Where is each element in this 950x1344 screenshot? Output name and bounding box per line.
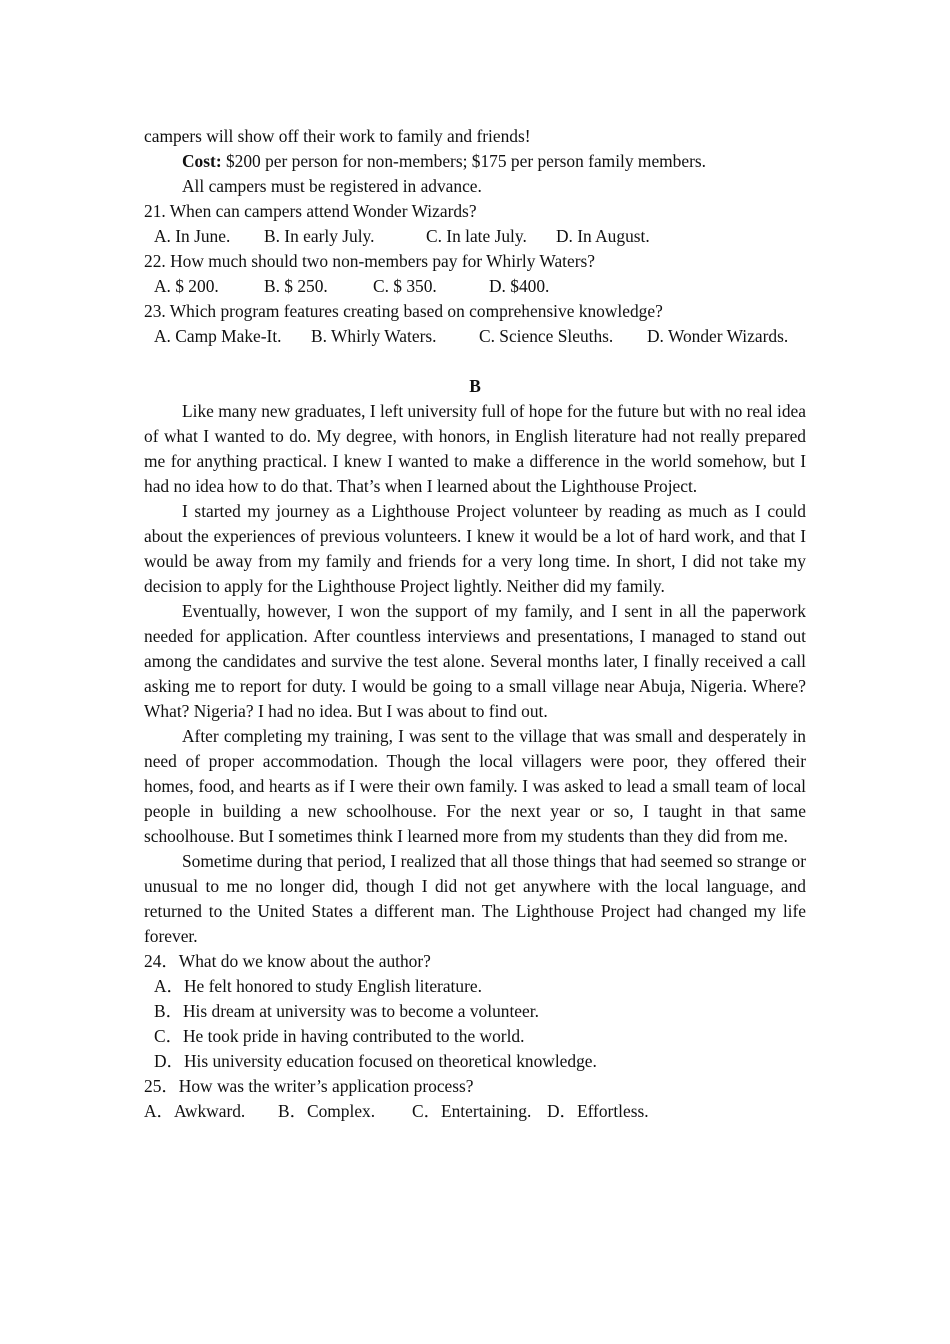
options-23 [144, 324, 806, 349]
cost-label: Cost: [182, 151, 222, 171]
option-a: A. $ 200. [154, 276, 219, 296]
option-a: A. In June. [154, 226, 231, 246]
spacer [144, 349, 806, 374]
options-22 [144, 274, 806, 299]
paragraph-5: Sometime during that period, I realized that all those things that had seemed so strange or unusual to me no longer did, though I did not get anywhere with the local language, and returned to the United States a different man. The Lighthouse Project had changed my life forever. [144, 851, 806, 946]
option-b: B. Whirly Waters. [311, 326, 437, 346]
option-c: C. Science Sleuths. [479, 326, 614, 346]
option-24-c: C．He took pride in having contributed to the world. [154, 1026, 525, 1046]
option-d: D. Wonder Wizards. [647, 326, 789, 346]
question-24: 24．What do we know about the author? [144, 951, 431, 971]
option-c: C．Entertaining. [412, 1101, 532, 1121]
cost-line [144, 149, 806, 174]
option-b: B．Complex. [278, 1101, 376, 1121]
option-a: A. Camp Make-It. [154, 326, 282, 346]
paragraph-2: I started my journey as a Lighthouse Project volunteer by reading as much as I could about the experiences of previous volunteers. I knew it would be a lot of hard work, and that I would be away from my family and friends for a very long time. In short, I did not take my decision to apply for the Lighthouse Project lightly. Neither did my family. [144, 501, 806, 596]
passage-b [144, 399, 806, 949]
question-23: 23. Which program features creating based on comprehensive knowledge? [144, 301, 663, 321]
paragraph-1: Like many new graduates, I left university full of hope for the future but with no real idea of what I wanted to do. My degree, with honors, in English literature had not really prepared me for anything practical. I knew I wanted to make a difference in the world somehow, but I had no idea how to do that. That’s when I learned about the Lighthouse Project. [144, 401, 806, 496]
option-b: B. In early July. [264, 226, 375, 246]
register-note: All campers must be registered in advance. [182, 176, 482, 196]
question-21: 21. When can campers attend Wonder Wizards? [144, 201, 477, 221]
option-b: B. $ 250. [264, 276, 328, 296]
option-d: D. $400. [489, 276, 550, 296]
document-page [144, 124, 806, 1124]
cost-text: $200 per person for non-members; $175 per person family members. [221, 151, 707, 171]
paragraph-3: Eventually, however, I won the support of my family, and I sent in all the paperwork needed for application. After countless interviews and presentations, I managed to stand out among the candidates and survive the test alone. Several months later, I finally received a call asking me to report for duty. I would be going to a small village near Abuja, Nigeria. Where? What? Nigeria? I had no idea. But I was about to find out. [144, 601, 806, 721]
paragraph-4: After completing my training, I was sent to the village that was small and desperately in need of proper accommodation. Though the local villagers were poor, they offered their homes, food, and hearts as if I were their own family. I was asked to lead a small team of local people in building a new schoolhouse. For the next year or so, I taught in that same schoolhouse. But I sometimes think I learned more from my students than they did from me. [144, 726, 806, 846]
option-d: D. In August. [556, 226, 650, 246]
option-c: C. $ 350. [373, 276, 437, 296]
question-22: 22. How much should two non-members pay for Whirly Waters? [144, 251, 595, 271]
options-21 [144, 224, 806, 249]
option-24-a: A．He felt honored to study English literature. [154, 976, 482, 996]
question-25: 25．How was the writer’s application process? [144, 1076, 474, 1096]
option-24-d: D．His university education focused on theoretical knowledge. [154, 1051, 597, 1071]
options-25 [144, 1099, 806, 1124]
section-heading: B [469, 376, 481, 396]
option-24-b: B．His dream at university was to become a volunteer. [154, 1001, 539, 1021]
option-c: C. In late July. [426, 226, 527, 246]
text-line: campers will show off their work to family and friends! [144, 126, 531, 146]
option-d: D．Effortless. [547, 1101, 649, 1121]
option-a: A．Awkward. [144, 1101, 246, 1121]
